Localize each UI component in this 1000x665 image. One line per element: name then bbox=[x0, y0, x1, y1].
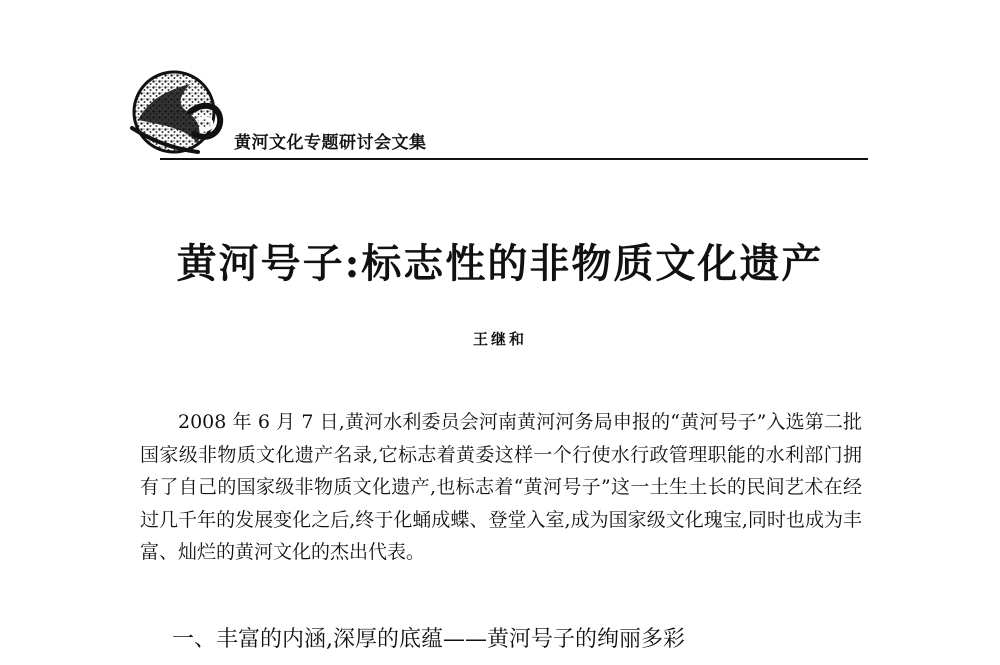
author-name: 王继和 bbox=[472, 330, 527, 348]
body-paragraph: 2008 年 6 月 7 日,黄河水利委员会河南黄河河务局申报的“黄河号子”入选第二批国家级非物质文化遗产名录,它标志着黄委这样一个行使水行政管理职能的水利部门拥有了自己的国家级非物质文化遗产,也标志着“黄河号子”这一土生土长的民间艺术在经过几千年的发展变化之后,终于化蛹成蝶、登堂入室,成为国家级文化瑰宝,同时也成为丰富、灿烂的黄河文化的杰出代表。 bbox=[140, 411, 862, 563]
section-heading: 一、丰富的内涵,深厚的底蕴——黄河号子的绚丽多彩 bbox=[172, 627, 685, 652]
series-title: 黄河文化专题研讨会文集 bbox=[234, 133, 427, 153]
page-header bbox=[128, 64, 868, 164]
article-body bbox=[140, 406, 862, 569]
yellow-river-logo-icon bbox=[128, 68, 224, 160]
header-rule bbox=[160, 158, 868, 160]
article-title: 黄河号子:标志性的非物质文化遗产 bbox=[176, 240, 824, 287]
